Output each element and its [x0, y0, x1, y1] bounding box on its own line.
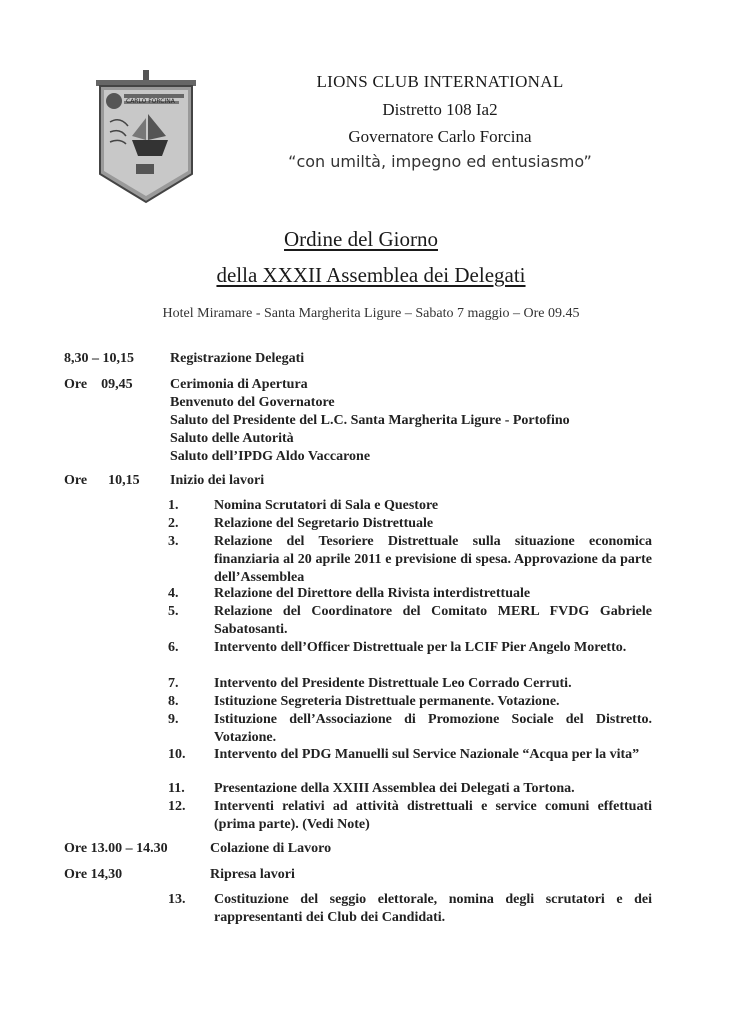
district-name: Distretto 108 Ia2 [382, 100, 498, 119]
schedule-time: 8,30 – 10,15 [64, 351, 134, 366]
schedule-entry: Colazione di Lavoro [210, 841, 332, 856]
agenda-item: Relazione del Segretario Distrettuale [214, 516, 434, 531]
schedule-entry: Ripresa lavori [210, 867, 295, 882]
agenda-item: Relazione del Coordinatore del Comitato MERL FVDG Gabriele Sabatosanti. [214, 604, 652, 637]
schedule-entry: Cerimonia di Apertura [170, 377, 308, 392]
schedule-time: Ore 14,30 [64, 867, 123, 882]
agenda-item: Relazione del Tesoriere Distrettuale sulla situazione economica finanziaria al 20 aprile 2011 e previsione di spesa. Approvazione da parte dell’Assemblea [214, 534, 652, 585]
agenda-number: 9. [168, 712, 179, 727]
venue-line: Hotel Miramare - Santa Margherita Ligure – Sabato 7 maggio – Ore 09.45 [162, 306, 580, 321]
agenda-item: Nomina Scrutatori di Sala e Questore [214, 498, 439, 513]
agenda-number: 11. [168, 781, 185, 796]
agenda-number: 12. [168, 799, 186, 814]
schedule-entry: Saluto del Presidente del L.C. Santa Margherita Ligure - Portofino [170, 413, 570, 428]
agenda-number: 3. [168, 534, 179, 549]
banner-caption: CARLO FORCINA [126, 98, 175, 105]
document-subtitle: della XXXII Assemblea dei Delegati [216, 263, 526, 287]
schedule-entry: Saluto dell’IPDG Aldo Vaccarone [170, 449, 371, 464]
agenda-number: 1. [168, 498, 179, 513]
schedule-entry: Registrazione Delegati [170, 351, 305, 366]
agenda-number: 2. [168, 516, 179, 531]
motto: “con umiltà, impegno ed entusiasmo” [288, 152, 592, 171]
agenda-number: 5. [168, 604, 179, 619]
schedule-time: Ore 09,45 [64, 377, 133, 392]
organization-name: LIONS CLUB INTERNATIONAL [316, 72, 564, 91]
agenda-item: Presentazione della XXIII Assemblea dei Delegati a Tortona. [214, 781, 575, 796]
governor-name: Governatore Carlo Forcina [348, 127, 532, 146]
schedule-entry: Inizio dei lavori [170, 473, 265, 488]
agenda-item: Istituzione Segreteria Distrettuale permanente. Votazione. [214, 694, 560, 709]
agenda-item: Intervento del Presidente Distrettuale Leo Corrado Cerruti. [214, 676, 572, 691]
document-title: Ordine del Giorno [284, 227, 438, 251]
agenda-number: 6. [168, 640, 179, 655]
district-banner-image [92, 70, 200, 204]
schedule-time: Ore 10,15 [64, 473, 140, 488]
agenda-item: Relazione del Direttore della Rivista interdistrettuale [214, 586, 531, 601]
agenda-item: Intervento del PDG Manuelli sul Service Nazionale “Acqua per la vita” [214, 747, 640, 762]
schedule-entry: Saluto delle Autorità [170, 431, 294, 446]
agenda-number: 10. [168, 747, 186, 762]
agenda-number: 7. [168, 676, 179, 691]
agenda-item: Istituzione dell’Associazione di Promozione Sociale del Distretto. Votazione. [214, 712, 652, 745]
agenda-item: Interventi relativi ad attività distrettuali e service comuni effettuati (prima parte). (Vedi Note) [214, 799, 652, 832]
agenda-item: Costituzione del seggio elettorale, nomina degli scrutatori e dei rappresentanti dei Club dei Candidati. [214, 892, 652, 925]
agenda-number: 8. [168, 694, 179, 709]
agenda-number: 13. [168, 892, 186, 907]
schedule-time: Ore 13.00 – 14.30 [64, 841, 168, 856]
schedule-entry: Benvenuto del Governatore [170, 395, 335, 410]
agenda-item: Intervento dell’Officer Distrettuale per la LCIF Pier Angelo Moretto. [214, 640, 627, 655]
agenda-number: 4. [168, 586, 179, 601]
